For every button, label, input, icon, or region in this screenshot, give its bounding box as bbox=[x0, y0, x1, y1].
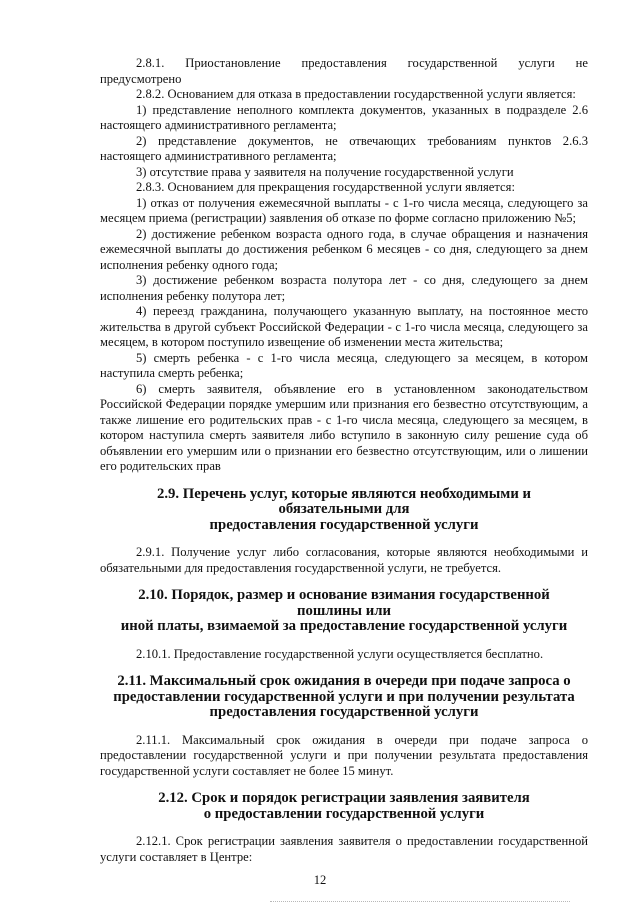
paragraph-2-8-1-continued: предусмотрено bbox=[100, 71, 182, 86]
paragraph-2-8-2-item-2: 2) представление документов, не отвечающих требованиям пунктов 2.6.3 настоящего административного регламента; bbox=[100, 133, 588, 163]
paragraph-2-8-3-item-5: 5) смерть ребенка - с 1-го числа месяца, следующего за месяцем, в котором наступила смерть ребенка; bbox=[100, 350, 588, 380]
paragraph-2-8-2-item-3: 3) отсутствие права у заявителя на получение государственной услуги bbox=[136, 164, 514, 179]
heading-line: 2.11. Максимальный срок ожидания в очереди при подаче запроса о bbox=[117, 673, 571, 689]
document-body bbox=[100, 56, 588, 865]
paragraph-2-8-3: 2.8.3. Основанием для прекращения государственной услуги является: bbox=[136, 180, 515, 194]
paragraph-2-8-3-item-4: 4) переезд гражданина, получающего указанную выплату, на постоянное место жительства в другой субъект Российской Федерации - с 1-го числа месяца, следующего за месяцем, в котором поступило извещение об изменении места жительства; bbox=[100, 304, 588, 349]
section-heading-2-11 bbox=[100, 674, 588, 721]
paragraph-2-8-1 bbox=[100, 56, 588, 72]
heading-line: предоставления государственной услуги bbox=[209, 704, 479, 720]
heading-line: иной платы, взимаемой за предоставление государственной услуги bbox=[120, 618, 568, 634]
word: предоставления bbox=[301, 56, 387, 70]
word: государственной bbox=[407, 56, 498, 70]
word: 2.8.1. bbox=[136, 56, 165, 70]
word: Приостановление bbox=[185, 56, 281, 70]
paragraph-2-8-2-item-1: 1) представление неполного комплекта документов, указанных в подразделе 2.6 настоящего административного регламента; bbox=[100, 102, 588, 132]
paragraph-2-10-1: 2.10.1. Предоставление государственной услуги осуществляется бесплатно. bbox=[136, 646, 544, 661]
heading-line: предоставления государственной услуги bbox=[209, 516, 479, 533]
paragraph-2-9-1: 2.9.1. Получение услуг либо согласования, которые являются необходимыми и обязательными для предоставления государственной услуги, не требуется. bbox=[100, 545, 588, 575]
section-heading-2-10 bbox=[100, 588, 588, 635]
heading-line: 2.9. Перечень услуг, которые являются необходимыми и обязательными для bbox=[156, 485, 532, 517]
paragraph-2-12-1: 2.12.1. Срок регистрации заявления заявителя о предоставлении государственной услуги составляет в Центре: bbox=[100, 834, 588, 864]
paragraph-2-8-3-item-1: 1) отказ от получения ежемесячной выплаты - с 1-го числа месяца, следующего за месяцем приема (регистрации) заявления об отказе по форме согласно приложению №5; bbox=[100, 195, 588, 225]
heading-line: 2.12. Срок и порядок регистрации заявления заявителя bbox=[158, 790, 530, 806]
heading-line: предоставлении государственной услуги и при получении результата bbox=[113, 688, 575, 705]
heading-line: 2.10. Порядок, размер и основание взимания государственной пошлины или bbox=[138, 587, 550, 619]
section-heading-2-9 bbox=[100, 487, 588, 534]
paragraph-2-8-3-item-2: 2) достижение ребенком возраста одного года, в случае обращения и назначения ежемесячной выплаты до достижения ребенком 6 месяцев - со дня, следующего за днем исполнения ребенку одного года; bbox=[100, 226, 588, 272]
section-heading-2-12 bbox=[100, 791, 588, 822]
paragraph-2-11-1: 2.11.1. Максимальный срок ожидания в очереди при подаче запроса о предоставлении государственной услуги и при получении результата предоставления государственной услуги составляет не более 15 минут. bbox=[100, 732, 588, 778]
heading-line: о предоставлении государственной услуги bbox=[203, 805, 485, 822]
word: не bbox=[575, 56, 588, 70]
paragraph-2-8-2: 2.8.2. Основанием для отказа в предоставлении государственной услуги является: bbox=[136, 87, 576, 101]
paragraph-2-8-3-item-3: 3) достижение ребенком возраста полутора лет - со дня, следующего за днем исполнения ребенку полутора лет; bbox=[100, 273, 588, 303]
scan-edge-rule bbox=[270, 901, 570, 902]
page-number: 12 bbox=[313, 873, 327, 887]
word: услуги bbox=[518, 56, 555, 70]
paragraph-2-8-3-item-6: 6) смерть заявителя, объявление его в установленном законодательством Российской Федерации порядке умершим или признания его безвестно отсутствующим, а также лишение его родительских прав - с 1-го числа месяца, следующего за месяцем, в котором наступила смерть заявителя либо вступило в законную силу решение суда об объявлении его умершим или о признании его безвестно отсутствующим, или о лишении его родительских прав bbox=[100, 381, 588, 473]
